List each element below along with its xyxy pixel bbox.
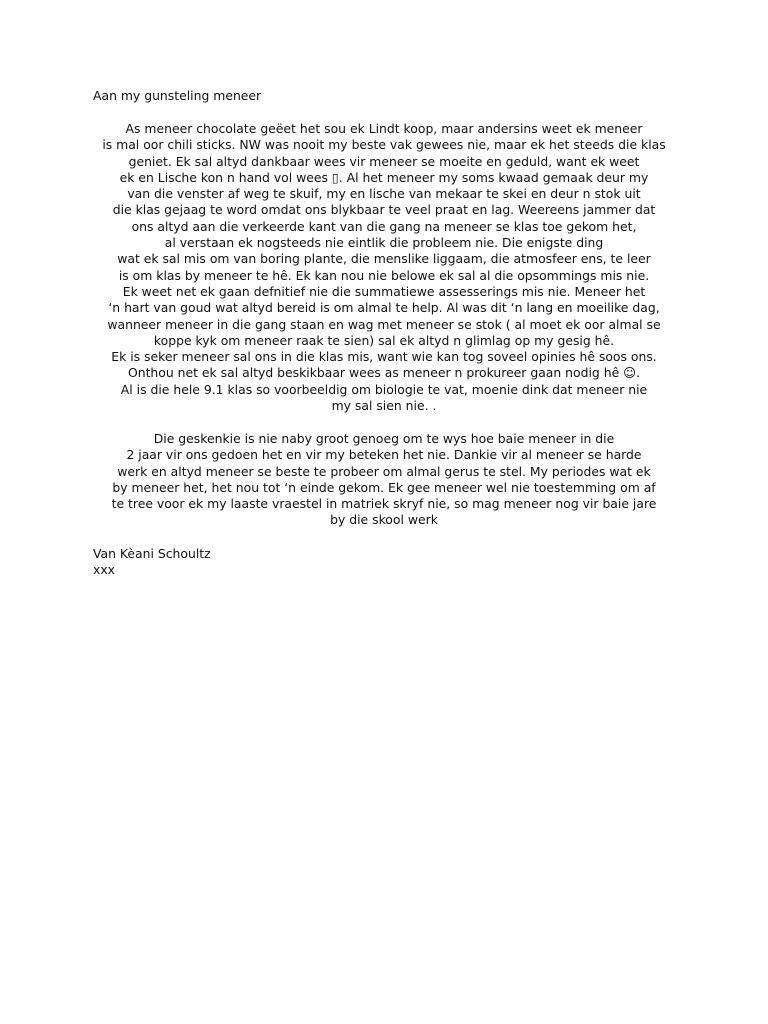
letter-paragraph-2 [93,431,675,529]
paragraph-line: 2 jaar vir ons gedoen het en vir my beteken het nie. Dankie vir al meneer se harde [126,447,642,463]
paragraph-line: werk en altyd meneer se beste te probeer om almal gerus te stel. My periodes wat ek [117,463,651,479]
paragraph-line: Ek is seker meneer sal ons in die klas mis, want wie kan tog soveel opinies hê soos ons. [111,349,657,365]
paragraph-line: van die venster af weg te skuif, my en lische van mekaar te skei en deur n stok uit [127,186,641,202]
paragraph-line: ons altyd aan die verkeerde kant van die gang na meneer se klas toe gekom het, [131,218,637,234]
paragraph-line: wat ek sal mis om van boring plante, die menslike liggaam, die atmosfeer ens, te leer [117,251,651,267]
salutation: Aan my gunsteling meneer [93,88,262,103]
paragraph-line: al verstaan ek nogsteeds nie eintlik die probleem nie. Die enigste ding [164,235,604,251]
paragraph-line: is mal oor chili sticks. NW was nooit my beste vak gewees nie, maar ek het steeds die klas [102,137,666,153]
paragraph-line: by meneer het, het nou tot ‘n einde gekom. Ek gee meneer wel nie toestemming om af [112,479,656,495]
paragraph-line: by die skool werk [330,512,438,528]
letter-paragraph-1 [93,121,675,414]
paragraph-line: is om klas by meneer te hê. Ek kan nou nie belowe ek sal al die opsommings mis nie. [118,267,650,283]
paragraph-line: koppe kyk om meneer raak te sien) sal ek altyd n glimlag op my gesig hê. [153,332,615,348]
paragraph-line: Al is die hele 9.1 klas so voorbeeldig om biologie te vat, moenie dink dat meneer nie [120,381,648,397]
signoff-from: Van Kèani Schoultz [93,546,211,561]
paragraph-line: Onthou net ek sal altyd beskikbaar wees as meneer n prokureer gaan nodig hê ☺. [127,365,641,381]
paragraph-line: Ek weet net ek gaan defnitief nie die summatiewe assesserings mis nie. Meneer het [122,283,646,299]
paragraph-line: geniet. Ek sal altyd dankbaar wees vir meneer se moeite en geduld, want ek weet [128,153,640,169]
signoff-kisses: xxx [93,562,115,578]
paragraph-line: wanneer meneer in die gang staan en wag met meneer se stok ( al moet ek oor almal se [107,316,661,332]
paragraph-line: my sal sien nie. . [331,398,437,414]
paragraph-line: As meneer chocolate geëet het sou ek Lindt koop, maar andersins weet ek meneer [125,121,643,136]
paragraph-line: Die geskenkie is nie naby groot genoeg om te wys hoe baie meneer in die [153,431,615,446]
paragraph-line: te tree voor ek my laaste vraestel in matriek skryf nie, so mag meneer nog vir baie jare [111,496,657,512]
paragraph-line: ek en Lische kon n hand vol wees ▯. Al het meneer my soms kwaad gemaak deur my [119,169,649,185]
paragraph-line: die klas gejaag te word omdat ons blykbaar te veel praat en lag. Weereens jammer dat [112,202,656,218]
paragraph-line: ‘n hart van goud wat altyd bereid is om almal te help. Al was dit ‘n lang en moeilike dag, [108,300,660,316]
signoff [93,546,211,579]
